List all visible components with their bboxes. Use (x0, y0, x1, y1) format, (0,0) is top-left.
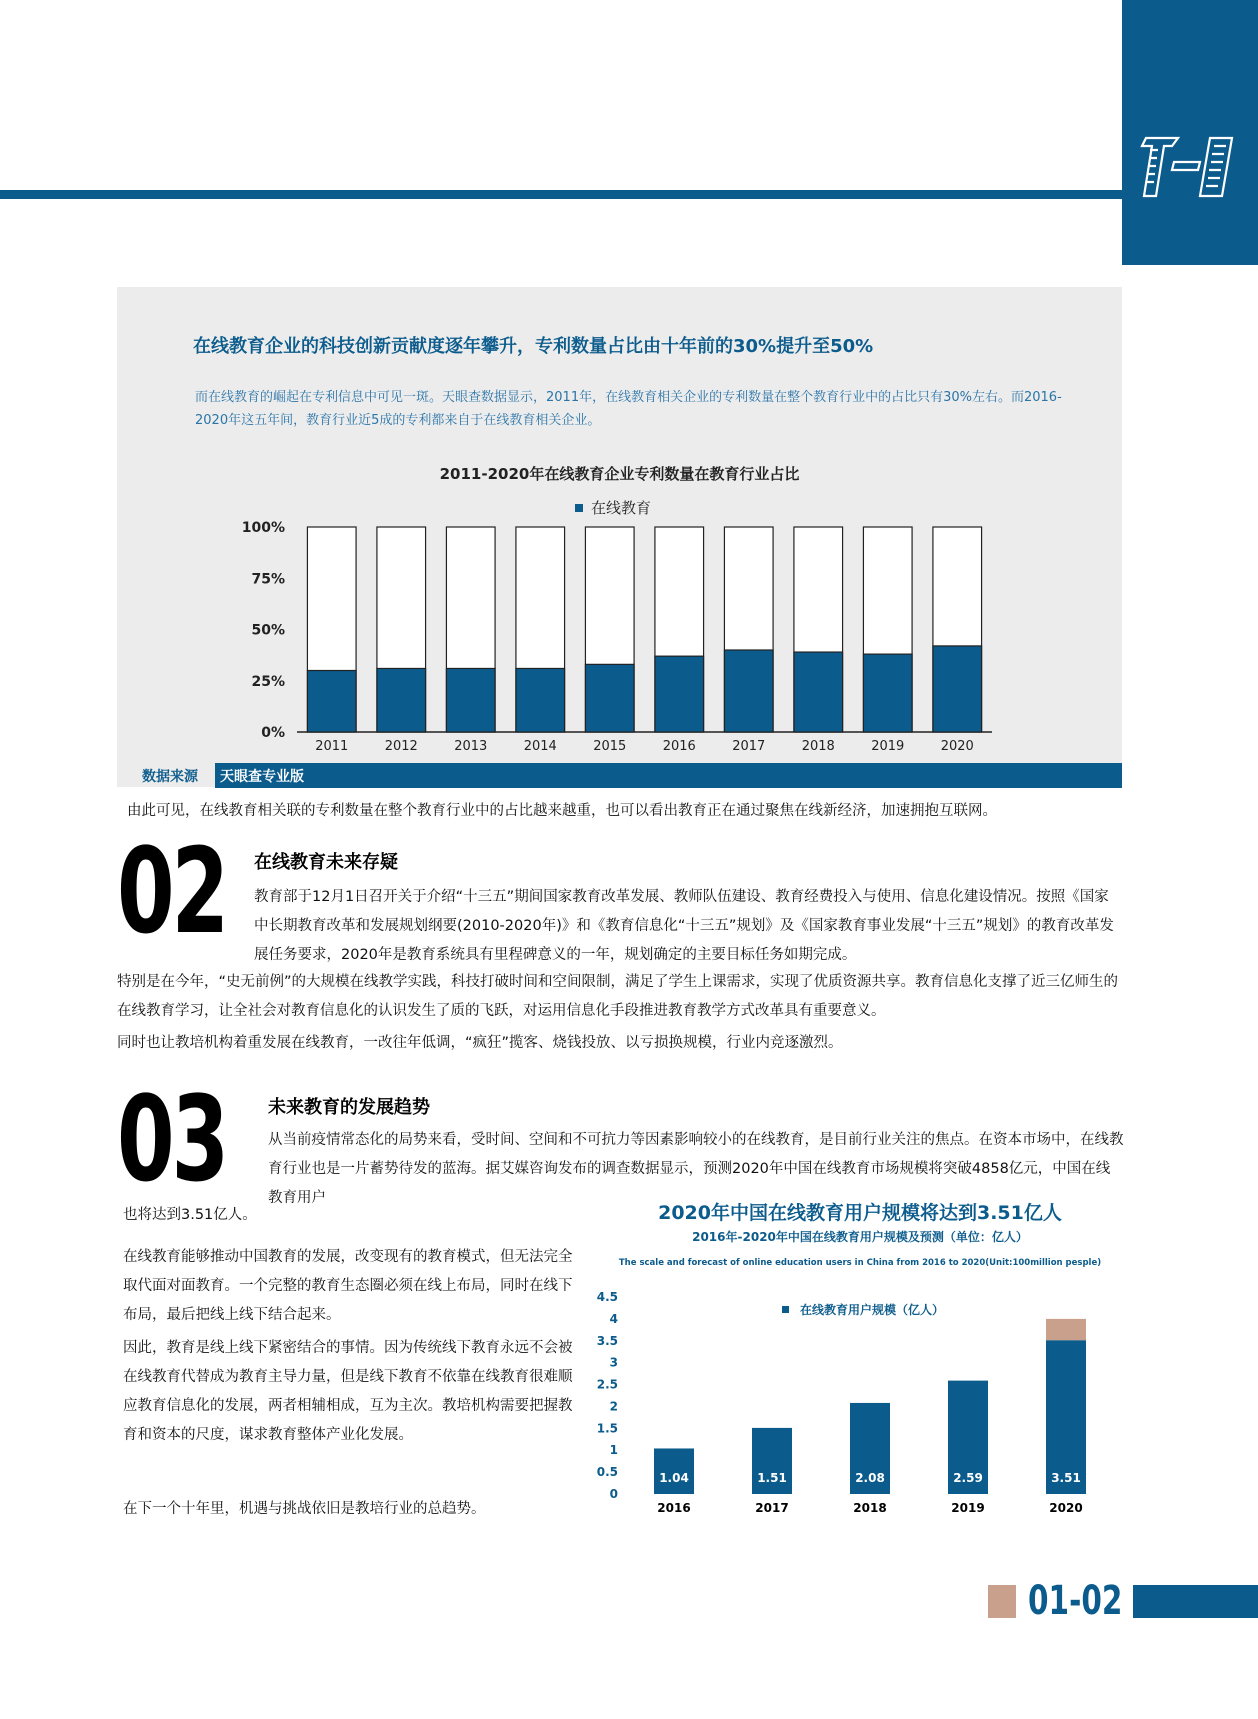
source-label: 数据来源 (142, 769, 198, 785)
header-rule (0, 190, 1122, 199)
y-tick-label: 100% (241, 520, 285, 536)
y-tick-label: 0 (609, 1487, 618, 1501)
bar-online-education (516, 668, 565, 732)
chart2-title: 2020年中国在线教育用户规模将达到3.51亿人 (658, 1202, 1062, 1224)
x-tick-label: 2012 (384, 739, 418, 754)
section2-para-1: 教育部于12月1日召开关于介绍“十三五”期间国家教育改革发展、教师队伍建设、教育经费投入与使用、信息化建设情况。按照《国家中长期教育改革和发展规划纲要(2010-2020年)》和《教育信息化“十三五”规划》及《国家教育事业发展“十三五”规划》的教育改革发展任务要求，2020年是教育系统具有里程碑意义的一年，规划确定的主要目标任务如期完成。 (254, 889, 1114, 963)
page-number-bar (1133, 1585, 1258, 1618)
stylized-ht-logo-icon (1138, 132, 1248, 202)
y-tick-label: 2.5 (596, 1377, 618, 1392)
bar-data-label: 2.08 (855, 1471, 885, 1485)
legend-label: 在线教育用户规模（亿人） (800, 1303, 945, 1317)
y-tick-label: 1 (609, 1443, 618, 1458)
y-tick-label: 4.5 (596, 1290, 618, 1304)
y-tick-label: 1.5 (596, 1421, 618, 1436)
bar-online-education (446, 668, 495, 732)
bar-online-education (933, 646, 982, 732)
x-tick-label: 2011 (315, 739, 349, 754)
bar-data-label: 2.59 (953, 1471, 983, 1485)
y-tick-label: 3 (609, 1355, 618, 1370)
section3-para-2: 在线教育能够推动中国教育的发展，改变现有的教育模式，但无法完全取代面对面教育。一个完整的教育生态圈必须在线上布局，同时在线下布局，最后把线上线下结合起来。 (123, 1249, 573, 1323)
x-tick-label: 2016 (657, 1501, 691, 1515)
section2-para-2: 特别是在今年，“史无前例”的大规模在线教学实践，科技打破时间和空间限制，满足了学生上课需求，实现了优质资源共享。教育信息化支撑了近三亿师生的在线教育学习，让全社会对教育信息化的认识发生了质的飞跃，对运用信息化手段推进教育教学方式改革具有重要意义。 (117, 974, 1119, 1019)
page-number-accent (988, 1585, 1016, 1618)
bar-online-education (377, 668, 426, 732)
y-tick-label: 2 (609, 1399, 618, 1414)
y-tick-label: 0.5 (596, 1465, 618, 1480)
section3-para-3: 因此，教育是线上线下紧密结合的事情。因为传统线下教育永远不会被在线教育代替成为教育主导力量，但是线下教育不依靠在线教育很难顺应教育信息化的发展，两者相辅相成，互为主次。教培机构需要把握教育和资本的尺度，谋求教育整体产业化发展。 (123, 1340, 573, 1443)
bar-data-label: 1.04 (659, 1471, 689, 1485)
bar-online-education (724, 650, 773, 732)
bar-data-label: 3.51 (1051, 1471, 1081, 1485)
y-tick-label: 0% (261, 725, 285, 741)
section3-para-4: 在下一个十年里，机遇与挑战依旧是教培行业的总趋势。 (123, 1501, 486, 1517)
legend-swatch (575, 504, 583, 512)
y-tick-label: 25% (251, 673, 285, 690)
section3-title: 未来教育的发展趋势 (268, 1097, 430, 1118)
x-tick-label: 2018 (853, 1501, 887, 1515)
x-tick-label: 2015 (593, 739, 627, 754)
x-tick-label: 2020 (1049, 1501, 1083, 1515)
x-tick-label: 2013 (454, 739, 488, 754)
bar-online-education (655, 656, 704, 732)
y-tick-label: 75% (251, 571, 285, 588)
user-scale-chart (580, 1282, 1120, 1522)
section-number-02: 02 (117, 822, 226, 960)
chart1-title: 2011-2020年在线教育企业专利数量在教育行业占比 (439, 465, 800, 483)
bar-online-education (307, 671, 356, 733)
x-tick-label: 2018 (801, 739, 835, 754)
section3-para-1-continued: 也将达到3.51亿人。 (123, 1207, 257, 1223)
bar-data-label: 1.51 (757, 1471, 787, 1485)
x-tick-label: 2017 (755, 1501, 789, 1515)
legend-label: 在线教育 (591, 499, 652, 517)
y-tick-label: 4 (609, 1311, 618, 1326)
conclusion-text: 由此可见，在线教育相关联的专利数量在整个教育行业中的占比越来越重，也可以看出教育正在通过聚焦在线新经济，加速拥抱互联网。 (127, 803, 997, 819)
section-number-03: 03 (117, 1070, 226, 1208)
source-bar (215, 763, 1122, 788)
legend-swatch (782, 1306, 789, 1313)
x-tick-label: 2014 (523, 739, 557, 754)
patent-share-chart (117, 490, 1122, 760)
page-number: 01-02 (1028, 1578, 1123, 1624)
bar-online-education (794, 652, 843, 732)
bar-online-education (585, 664, 634, 732)
x-tick-label: 2020 (940, 739, 974, 754)
y-tick-label: 50% (251, 622, 285, 639)
section2-title: 在线教育未来存疑 (254, 852, 398, 873)
x-tick-label: 2019 (951, 1501, 985, 1515)
panel-title: 在线教育企业的科技创新贡献度逐年攀升，专利数量占比由十年前的30%提升至50% (193, 336, 874, 357)
panel-description: 而在线教育的崛起在专利信息中可见一斑。天眼查数据显示，2011年，在线教育相关企业的专利数量在整个教育行业中的占比只有30%左右。而2016-2020年这五年间，教育行业近5成的专利都来自于在线教育相关企业。 (195, 390, 1062, 428)
x-tick-label: 2016 (662, 739, 696, 754)
chart2-subtitle: 2016年-2020年中国在线教育用户规模及预测（单位：亿人） (692, 1230, 1028, 1244)
chart2-subtitle-en: The scale and forecast of online education users in China from 2016 to 2020(Unit:100million pesple) (618, 1258, 1102, 1268)
section2-para-3: 同时也让教培机构着重发展在线教育，一改往年低调，“疯狂”揽客、烧钱投放、以亏损换规模，行业内竞逐激烈。 (117, 1035, 843, 1051)
source-name: 天眼查专业版 (220, 769, 304, 785)
section3-para-1-text: 从当前疫情常态化的局势来看，受时间、空间和不可抗力等因素影响较小的在线教育，是目前行业关注的焦点。在资本市场中，在线教育行业也是一片蓄势待发的蓝海。据艾媒咨询发布的调查数据显示，预测2020年中国在线教育市场规模将突破4858亿元，中国在线教育用户 (268, 1132, 1124, 1206)
bar-online-education (863, 654, 912, 732)
x-tick-label: 2019 (871, 739, 905, 754)
x-tick-label: 2017 (732, 739, 766, 754)
bar-forecast-cap (1046, 1319, 1086, 1340)
y-tick-label: 3.5 (596, 1333, 618, 1348)
